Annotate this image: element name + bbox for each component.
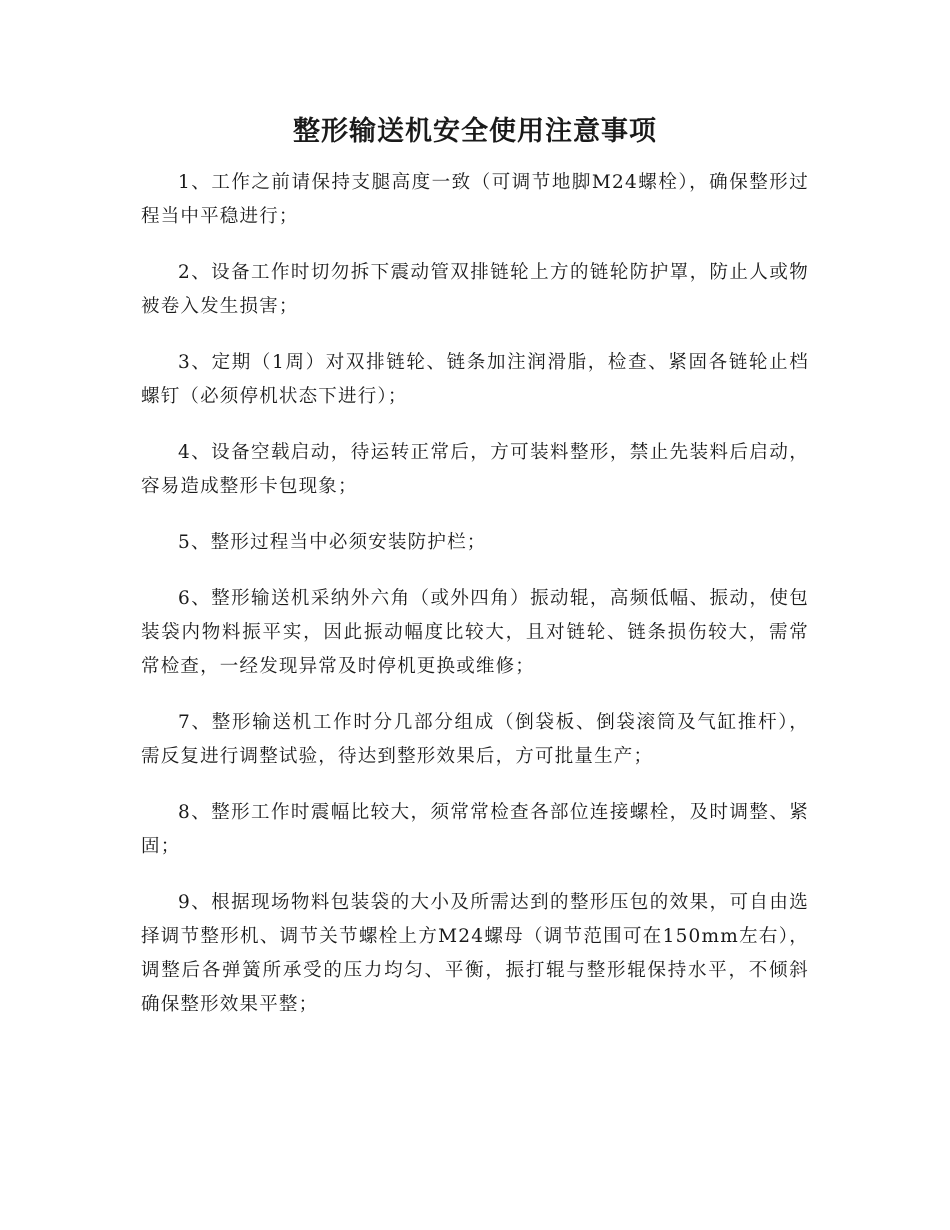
paragraph-3: 3、定期（1周）对双排链轮、链条加注润滑脂，检查、紧固各链轮止档螺钉（必须停机状态下进行）； [141,352,809,407]
paragraph-6: 6、整形输送机采纳外六角（或外四角）振动辊，高频低幅、振动，使包装袋内物料振平实，因此振动幅度比较大，且对链轮、链条损伤较大，需常常检查，一经发现异常及时停机更换或维修； [141,588,809,677]
paragraph-7: 7、整形输送机工作时分几部分组成（倒袋板、倒袋滚筒及气缸推杆），需反复进行调整试验，待达到整形效果后，方可批量生产； [141,712,809,767]
paragraph-5: 5、整形过程当中必须安装防护栏； [178,532,487,553]
paragraph-1: 1、工作之前请保持支腿高度一致（可调节地脚M24螺栓），确保整形过程当中平稳进行； [141,172,809,227]
document-title: 整形输送机安全使用注意事项 [293,116,657,147]
document-body [141,166,809,1044]
paragraph-2: 2、设备工作时切勿拆下震动管双排链轮上方的链轮防护罩，防止人或物被卷入发生损害； [141,262,809,317]
paragraph-8: 8、整形工作时震幅比较大，须常常检查各部位连接螺栓，及时调整、紧固； [141,802,809,857]
paragraph-4: 4、设备空载启动，待运转正常后，方可装料整形，禁止先装料后启动，容易造成整形卡包现象； [141,442,809,497]
paragraph-9: 9、根据现场物料包装袋的大小及所需达到的整形压包的效果，可自由选择调节整形机、调节关节螺栓上方M24螺母（调节范围可在150mm左右），调整后各弹簧所承受的压力均匀、平衡，振打辊与整形辊保持水平，不倾斜确保整形效果平整； [141,892,809,1015]
